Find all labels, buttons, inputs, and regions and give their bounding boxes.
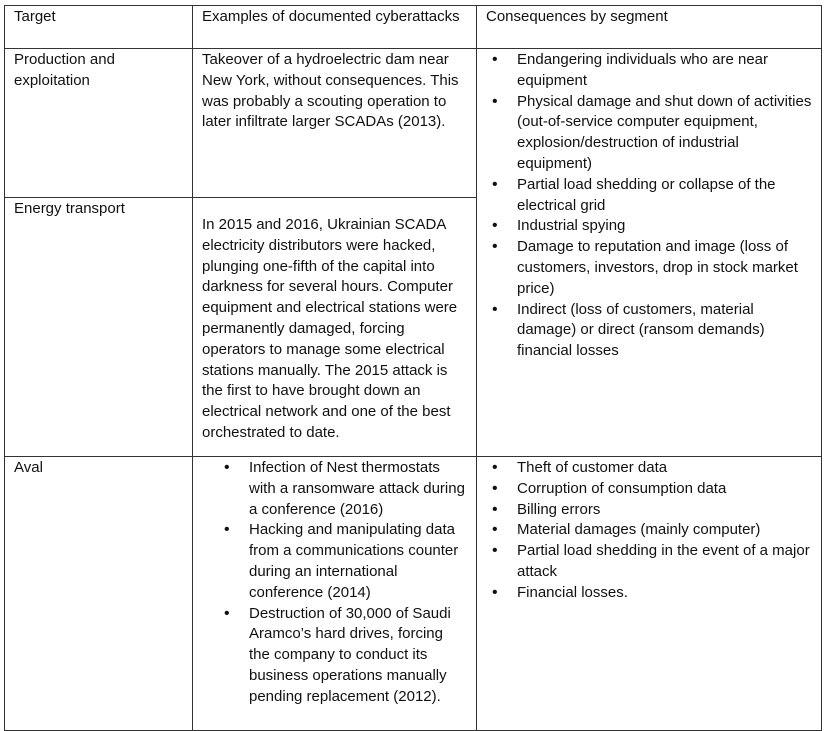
list-item: • Damage to reputation and image (loss of customers, investors, drop in stock market price) [486, 237, 812, 299]
list-item: • Infection of Nest thermostats with a ransomware attack during a conference (2016) [218, 458, 467, 520]
table-row-aval [5, 457, 822, 731]
list-item: • Financial losses. [486, 583, 812, 604]
list-item: • Partial load shedding or collapse of the electrical grid [486, 175, 812, 217]
examples-cell-energy-transport: In 2015 and 2016, Ukrainian SCADA electricity distributors were hacked, plunging one-fifth of the capital into darkness for several hours. Computer equipment and electrical stations were permanently damaged, forcing operators to manage some electrical stations manually. The 2015 attack is the first to have brought down an electrical network and one of the best orchestrated to date. [193, 198, 477, 457]
list-item: • Indirect (loss of customers, material damage) or direct (ransom demands) financial losses [486, 300, 812, 362]
consequences-cell-aval [477, 457, 822, 731]
list-item: • Industrial spying [486, 216, 812, 237]
cyberattacks-table [4, 5, 822, 731]
table-header-row [5, 6, 822, 49]
upstream-consequences-list [486, 50, 812, 362]
aval-examples-list [218, 458, 467, 708]
examples-cell-aval [193, 457, 477, 731]
list-item: • Destruction of 30,000 of Saudi Aramco’s hard drives, forcing the company to conduct its business operations manually pending replacement (2012). [218, 604, 467, 708]
list-item: • Theft of customer data [486, 458, 812, 479]
list-item: • Physical damage and shut down of activities (out-of-service computer equipment, explosion/destruction of industrial equipment) [486, 92, 812, 175]
examples-cell-production: Takeover of a hydroelectric dam near New York, without consequences. This was probably a scouting operation to later infiltrate larger SCADAs (2013). [193, 49, 477, 198]
list-item: • Billing errors [486, 500, 812, 521]
target-cell-production: Production and exploitation [5, 49, 193, 198]
target-cell-aval: Aval [5, 457, 193, 731]
list-item: • Hacking and manipulating data from a communications counter during an international conference (2014) [218, 520, 467, 603]
list-item: • Endangering individuals who are near equipment [486, 50, 812, 92]
aval-consequences-list [486, 458, 812, 604]
list-item: • Corruption of consumption data [486, 479, 812, 500]
table-row-production [5, 49, 822, 198]
list-item: • Partial load shedding in the event of a major attack [486, 541, 812, 583]
consequences-cell-upstream [477, 49, 822, 457]
list-item: • Material damages (mainly computer) [486, 520, 812, 541]
header-target: Target [5, 6, 193, 49]
target-cell-energy-transport: Energy transport [5, 198, 193, 457]
header-examples: Examples of documented cyberattacks [193, 6, 477, 49]
header-consequences: Consequences by segment [477, 6, 822, 49]
